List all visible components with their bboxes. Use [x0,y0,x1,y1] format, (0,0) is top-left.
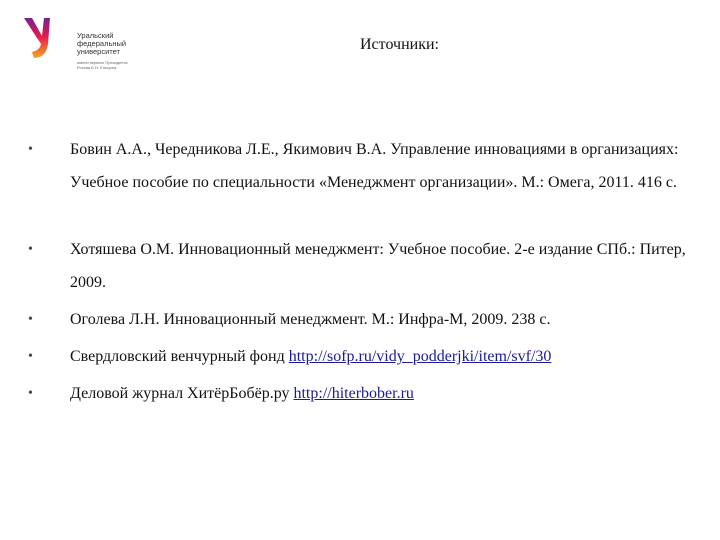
bullet: • [28,312,33,327]
logo-tagline: имени первого Президента России Б.Н. Ельцина [77,60,128,70]
item-text: Хотяшева О.М. Инновационный менеджмент: Учебное пособие. 2-е издание СПб.: Питер, 2009. [70,241,686,291]
logo-line: университет [77,47,120,56]
item-text: Оголева Л.Н. Инновационный менеджмент. М.: Инфра-М, 2009. 238 с. [70,311,551,328]
item-text: Свердловский венчурный фонд [70,348,289,365]
bullet: • [28,142,33,157]
bullet: • [28,349,33,364]
logo-mark-icon [22,14,56,60]
logo-line: федеральный [77,39,127,48]
university-logo [22,14,128,70]
list-item [28,340,690,373]
sofp-link[interactable]: http://sofp.ru/vidy_podderjki/item/svf/30 [288,348,552,365]
item-text: Деловой журнал ХитёрБобёр.ру [70,385,294,402]
logo-name [77,32,126,56]
bullet: • [28,386,33,401]
list-item [28,303,690,336]
bullet: • [28,242,33,257]
list-item [28,233,690,299]
page-title: Источники: [360,36,439,53]
list-item [28,133,690,199]
logo-line: Уральский [77,31,114,40]
list-item [28,377,690,410]
item-text: Бовин А.А., Чередникова Л.Е., Якимович В.А. Управление инновациями в организациях: Учебное пособие по специальности «Менеджмент организации». М.: Омега, 2011. 416 с. [70,141,679,191]
hiterbober-link[interactable]: http://hiterbober.ru [293,385,414,402]
